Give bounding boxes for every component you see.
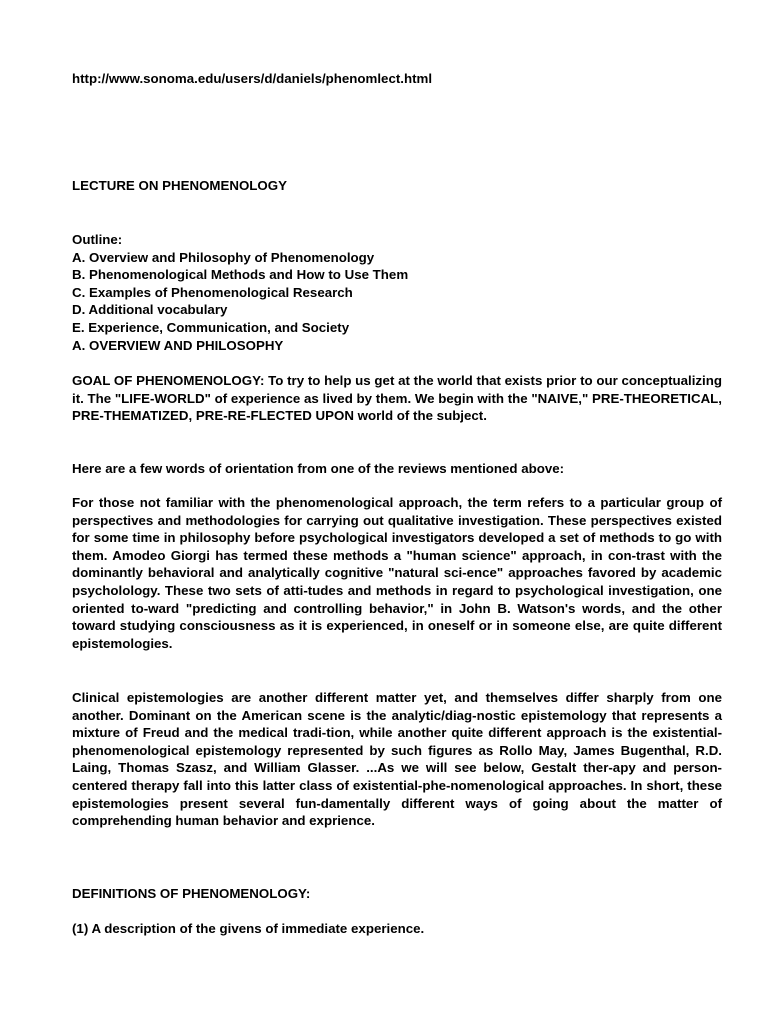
outline-item: D. Additional vocabulary	[72, 302, 228, 318]
body-paragraph-clinical: Clinical epistemologies are another different matter yet, and themselves differ sharply from one another. Dominant on the American scene is the analytic/diag-nostic epistemology that represents a mixture of Freud and the medical tradi-tion, while another quite different approach is the existential-phenomenological epistemology represented by such figures as Rollo May, James Bugenthal, R.D. Laing, Thomas Szasz, and William Glasser. ...As we will see below, Gestalt ther-apy and person-centered therapy fall into this latter class of existential-phe-nomenological approaches. In short, these epistemologies present several fun-damentally different ways of going about the matter of comprehending human behavior and exprience.	[72, 690, 722, 829]
goal-paragraph: GOAL OF PHENOMENOLOGY: To try to help us get at the world that exists prior to our conceptualizing it. The "LIFE-WORLD" of experience as lived by them. We begin with the "NAIVE," PRE-THEORETICAL, PRE-THEMATIZED, PRE-RE-FLECTED UPON world of the subject.	[72, 373, 722, 424]
outline-item: E. Experience, Communication, and Society	[72, 319, 350, 335]
source-url: http://www.sonoma.edu/users/d/daniels/phenomlect.html	[72, 71, 433, 86]
body-paragraph-perspectives: For those not familiar with the phenomenological approach, the term refers to a particular group of perspectives and methodologies for carrying out qualitative investigation. These perspectives existed for some time in philosophy before psychological investigators developed a set of methods to go with them. Amodeo Giorgi has termed these methods a "human science" approach, in con-trast with the dominantly behavioral and analytically cognitive "natural sci-ence" approaches favored by academic psycholology. These two sets of atti-tudes and methods in regard to psychological investigation, one oriented to-ward "predicting and controlling behavior," in John B. Watson's words, and the other toward studying consciousness as it is experienced, in oneself or in someone else, are quite different epistemologies.	[72, 495, 722, 651]
outline-item: A. Overview and Philosophy of Phenomenology	[72, 249, 375, 265]
outline-heading: Outline:	[72, 232, 123, 247]
outline-item: B. Phenomenological Methods and How to Use Them	[72, 267, 409, 283]
outline-item: C. Examples of Phenomenological Research	[72, 284, 353, 300]
definitions-heading: DEFINITIONS OF PHENOMENOLOGY:	[72, 886, 311, 901]
outline-item: A. OVERVIEW AND PHILOSOPHY	[72, 337, 284, 353]
page-title: LECTURE ON PHENOMENOLOGY	[72, 178, 287, 193]
orientation-paragraph: Here are a few words of orientation from one of the reviews mentioned above:	[72, 461, 565, 476]
outline-section	[72, 231, 696, 354]
definition-item: (1) A description of the givens of immediate experience.	[72, 921, 425, 936]
